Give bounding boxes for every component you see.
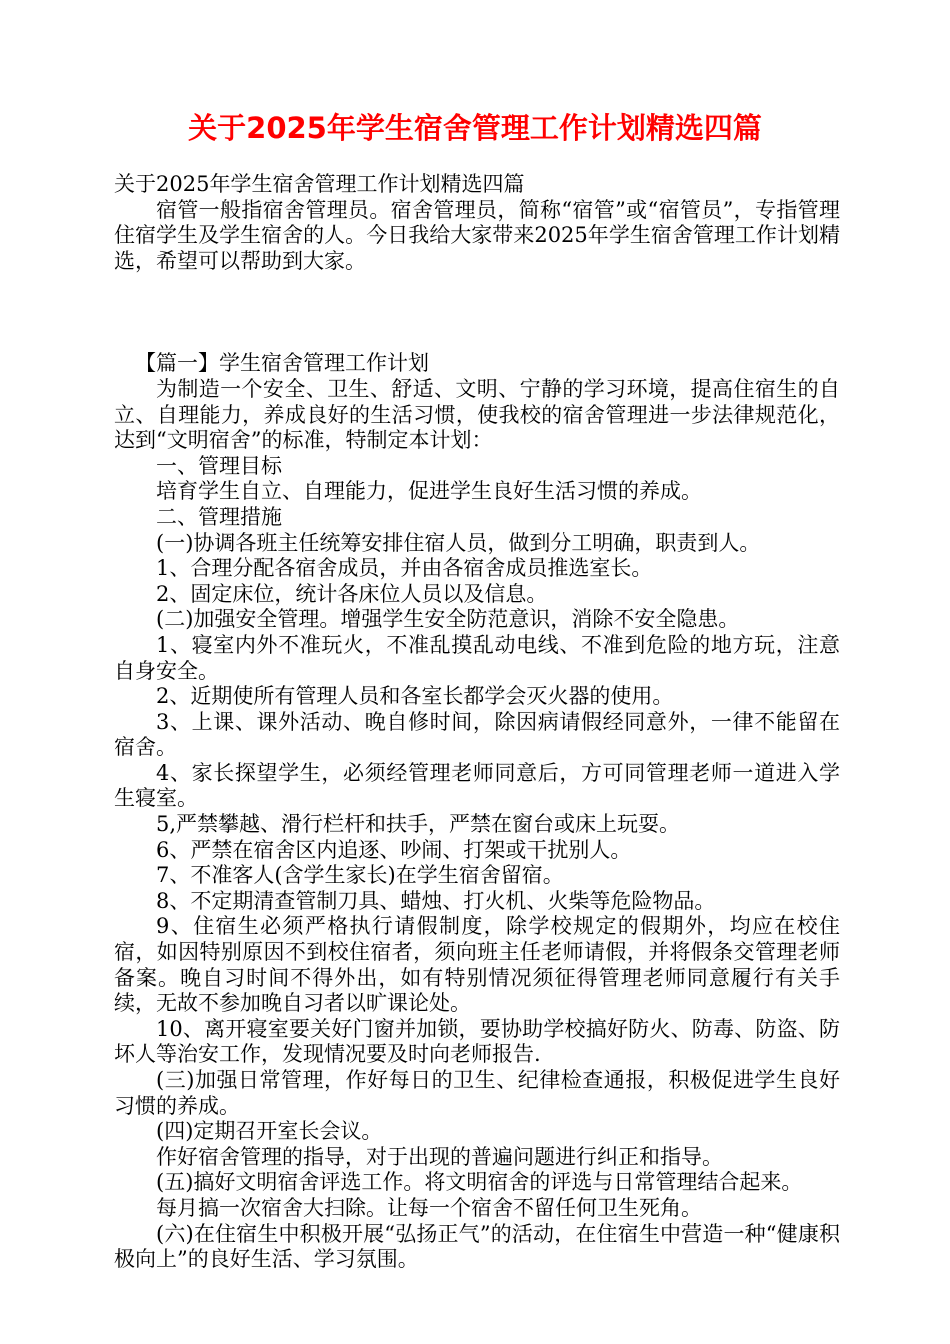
paragraph: (六)在住宿生中积极开展“弘扬正气”的活动，在住宿生中营造一种“健康积极向上”的良好生活、学习氛围。 bbox=[114, 1221, 840, 1272]
subheading-goal: 一、管理目标 bbox=[156, 453, 282, 478]
list-item: 10、离开寝室要关好门窗并加锁，要协助学校搞好防火、防毒、防盗、防坏人等治安工作，发现情况要及时向老师报告. bbox=[114, 1016, 840, 1067]
document-body bbox=[114, 172, 840, 1273]
paragraph: 为制造一个安全、卫生、舒适、文明、宁静的学习环境，提高住宿生的自立、自理能力，养成良好的生活习惯，使我校的宿舍管理进一步法律规范化，达到“文明宿舍”的标准，特制定本计划： bbox=[114, 376, 840, 453]
list-item: 1、合理分配各宿舍成员，并由各宿舍成员推选室长。 bbox=[156, 556, 653, 581]
list-item: 2、固定床位，统计各床位人员以及信息。 bbox=[156, 581, 548, 606]
list-item: 6、严禁在宿舍区内追逐、吵闹、打架或干扰别人。 bbox=[156, 837, 632, 862]
paragraph: 作好宿舍管理的指导，对于出现的普遍问题进行纠正和指导。 bbox=[156, 1144, 723, 1169]
list-item: 4、家长探望学生，必须经管理老师同意后，方可同管理老师一道进入学生寝室。 bbox=[114, 760, 840, 811]
list-item: 5,严禁攀越、滑行栏杆和扶手，严禁在窗台或床上玩耍。 bbox=[156, 812, 681, 837]
list-item: 1、寝室内外不准玩火，不准乱摸乱动电线、不准到危险的地方玩，注意自身安全。 bbox=[114, 632, 840, 683]
spacer bbox=[114, 274, 840, 351]
paragraph: 培育学生自立、自理能力，促进学生良好生活习惯的养成。 bbox=[156, 479, 702, 504]
paragraph: (四)定期召开室长会议。 bbox=[156, 1119, 383, 1144]
subheading-measures: 二、管理措施 bbox=[156, 504, 282, 529]
paragraph: (五)搞好文明宿舍评选工作。将文明宿舍的评选与日常管理结合起来。 bbox=[156, 1170, 803, 1195]
list-item: 8、不定期清查管制刀具、蜡烛、打火机、火柴等危险物品。 bbox=[156, 888, 716, 913]
list-item: 3、上课、课外活动、晚自修时间，除因病请假经同意外，一律不能留在宿舍。 bbox=[114, 709, 840, 760]
list-item: 9、住宿生必须严格执行请假制度，除学校规定的假期外，均应在校住宿，如因特别原因不到校住宿者，须向班主任老师请假，并将假条交管理老师备案。晚自习时间不得外出，如有特别情况须征得管理老师同意履行有关手续，无故不参加晚自习者以旷课论处。 bbox=[114, 914, 840, 1016]
paragraph: (二)加强安全管理。增强学生安全防范意识，消除不安全隐患。 bbox=[156, 607, 740, 632]
list-item: 7、不准客人(含学生家长)在学生宿舍留宿。 bbox=[156, 863, 564, 888]
paragraph: (一)协调各班主任统筹安排住宿人员，做到分工明确，职责到人。 bbox=[156, 530, 761, 555]
section-heading: 【篇一】学生宿舍管理工作计划 bbox=[135, 351, 429, 376]
paragraph: 每月搞一次宿舍大扫除。让每一个宿舍不留任何卫生死角。 bbox=[156, 1195, 702, 1220]
paragraph: (三)加强日常管理，作好每日的卫生、纪律检查通报，积极促进学生良好习惯的养成。 bbox=[114, 1068, 840, 1118]
document-title: 关于2025年学生宿舍管理工作计划精选四篇 bbox=[188, 111, 762, 145]
list-item: 2、近期使所有管理人员和各室长都学会灭火器的使用。 bbox=[156, 684, 674, 709]
subtitle-line: 关于2025年学生宿舍管理工作计划精选四篇 bbox=[114, 172, 525, 196]
intro-paragraph: 宿管一般指宿舍管理员。宿舍管理员，简称“宿管”或“宿管员”，专指管理住宿学生及学生宿舍的人。今日我给大家带来2025年学生宿舍管理工作计划精选，希望可以帮助到大家。 bbox=[114, 197, 840, 273]
